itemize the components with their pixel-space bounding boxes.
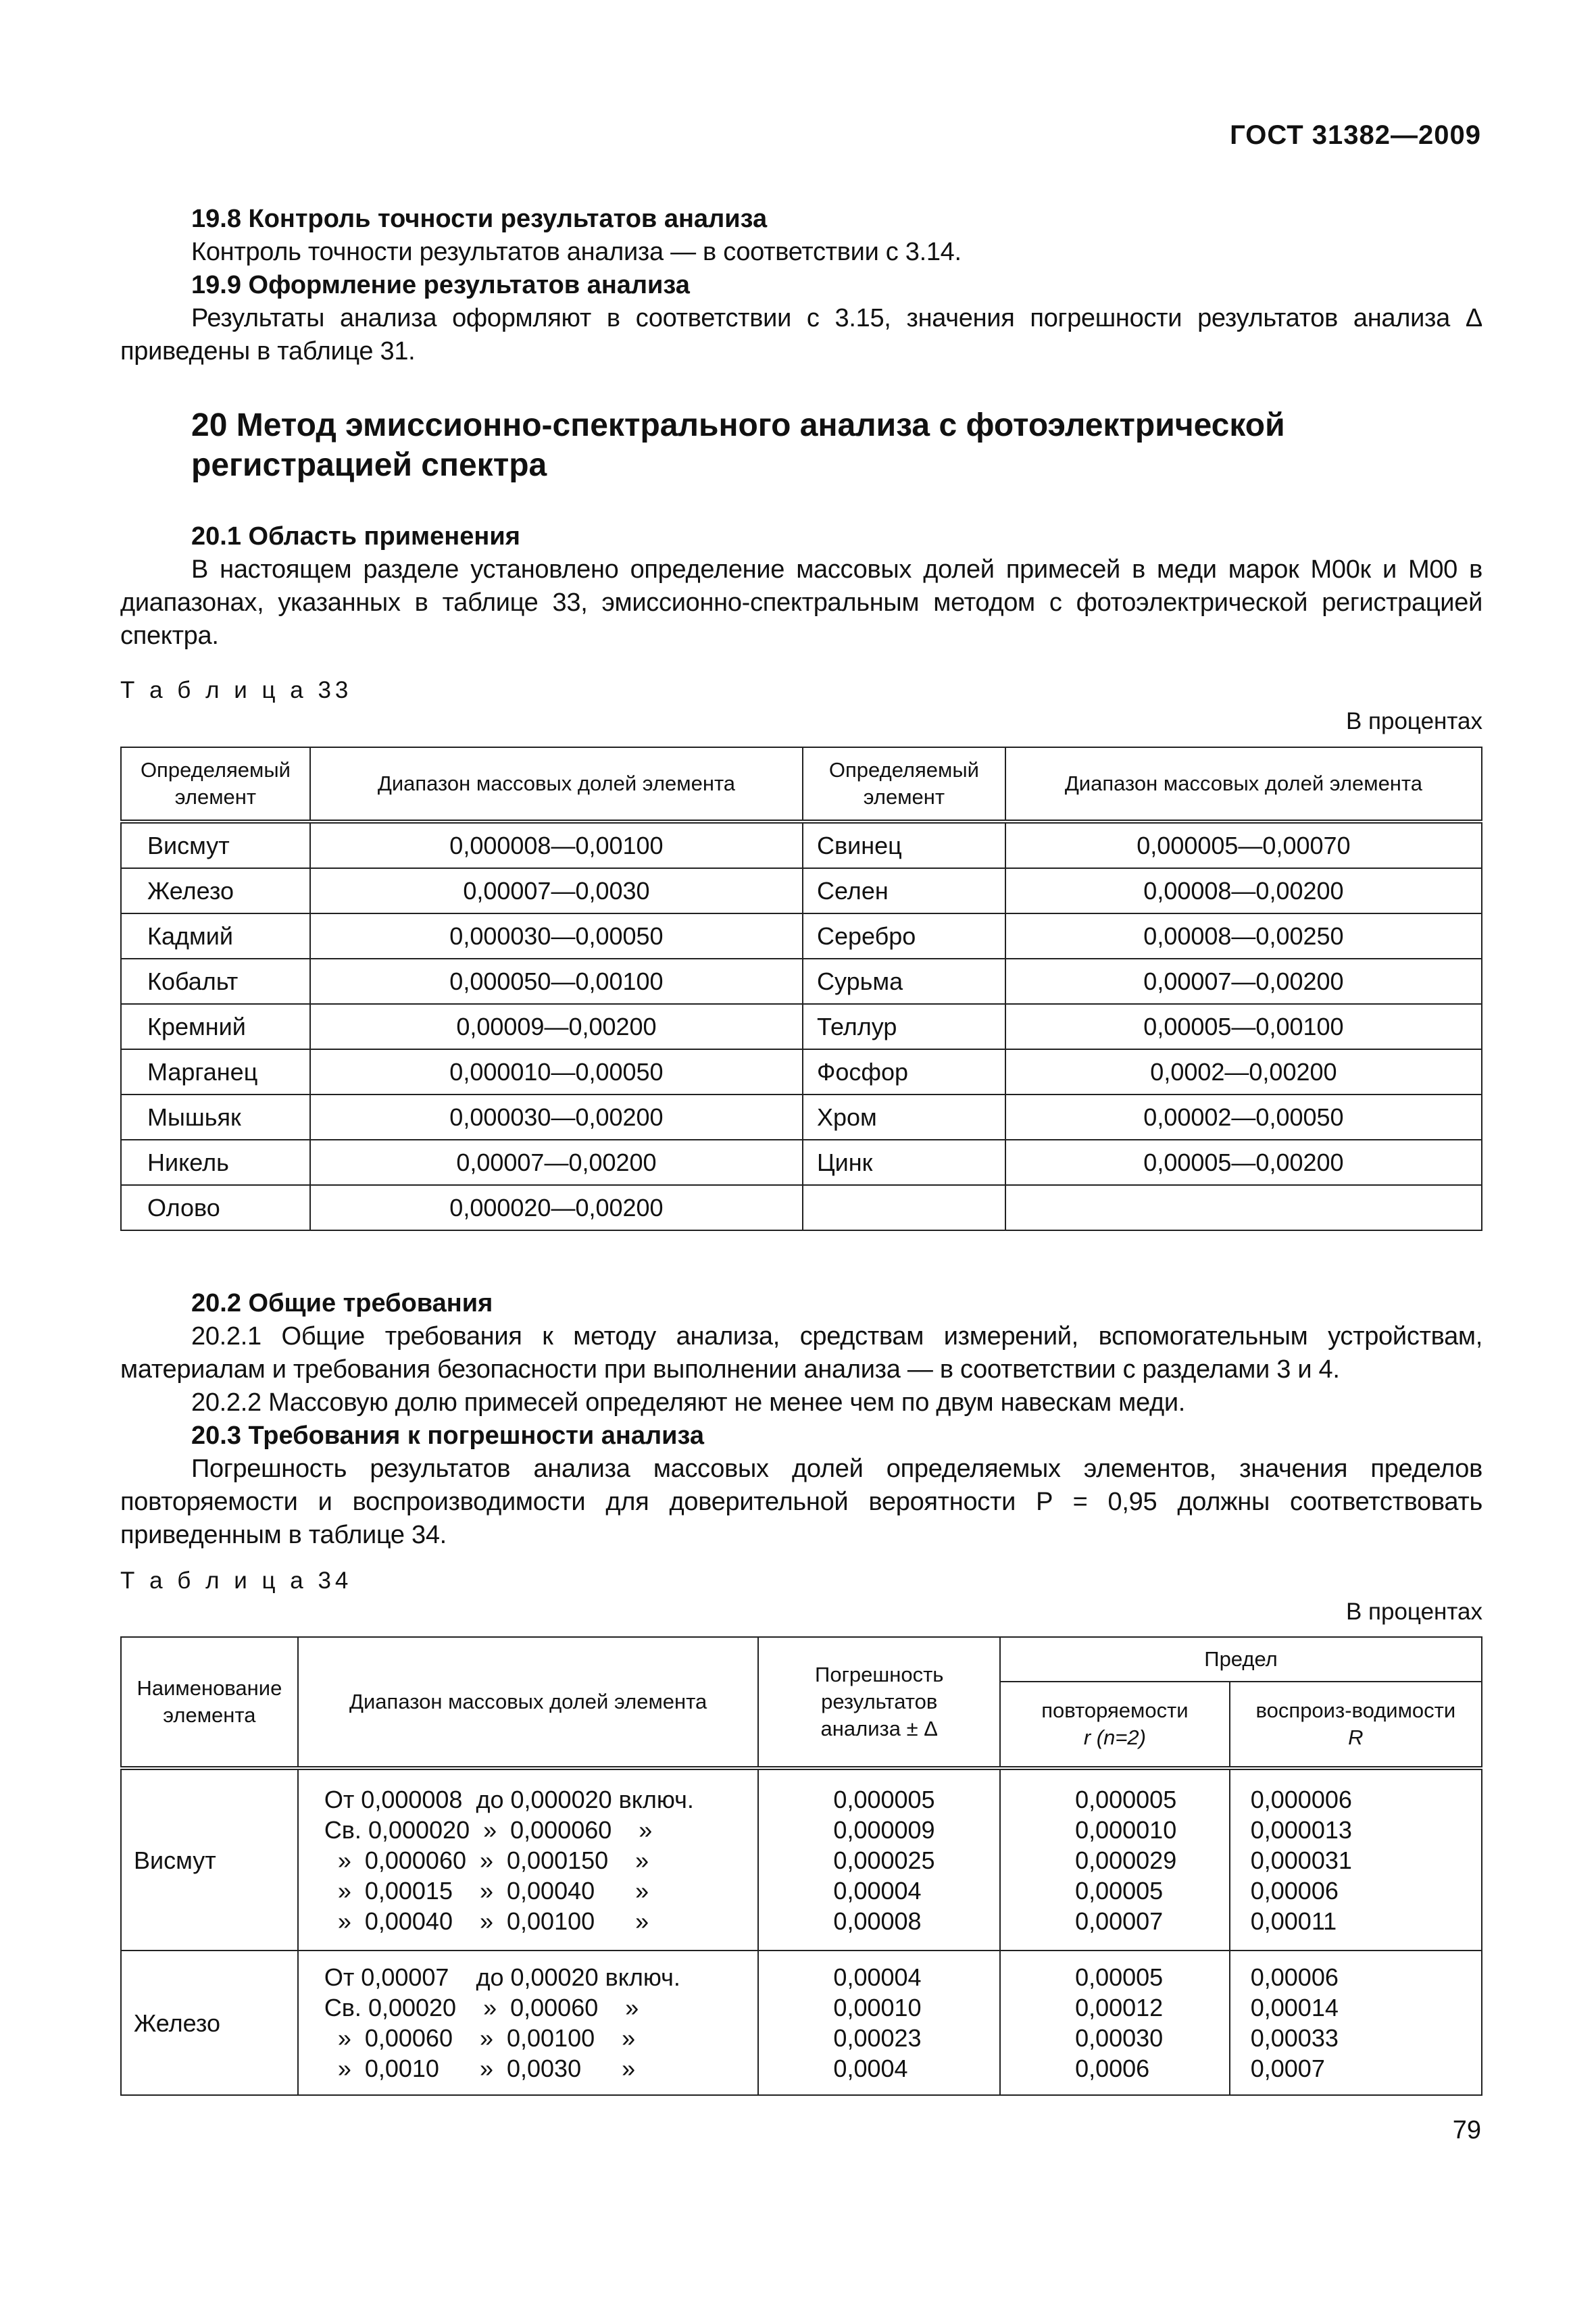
error-values: 0,00004 0,00010 0,00023 0,0004 [758,1951,1000,2095]
element-name: Олово [121,1185,310,1230]
table-33-caption: Т а б л и ц а 33 [120,677,353,703]
section-20-3-title: 20.3 Требования к погрешности анализа [191,1422,704,1450]
section-20-1 [120,520,1482,653]
element-range: 0,000030—0,00200 [310,1095,803,1140]
element-name: Фосфор [803,1049,1005,1095]
head-error: Погрешность результатов анализа ± Δ [758,1637,1000,1768]
table-row [121,1951,1482,2095]
section-20-1-title: 20.1 Область применения [191,522,520,551]
table-34-header-row [121,1637,1482,1682]
element-range: 0,00008—0,00200 [1005,868,1482,913]
element-name: Никель [121,1140,310,1185]
table-row [121,1140,1482,1185]
element-range: 0,00005—0,00200 [1005,1140,1482,1185]
element-range: 0,00008—0,00250 [1005,913,1482,959]
section-20-1-text: В настоящем разделе установлено определение массовых долей примесей в меди марок М00к и М00 в диапазонах, указанных в таблице 33, эмиссионно-спектральным методом с фотоэлектрической регистрацией спектра. [120,555,1482,650]
head-reproducibility-sub: R [1348,1726,1364,1749]
page-number: 79 [1452,2116,1481,2144]
section-20-title: 20 Метод эмиссионно-спектрального анализа с фотоэлектрической регистрацией спектра [191,407,1285,483]
element-name: Мышьяк [121,1095,310,1140]
element-name: Висмут [121,1768,298,1951]
table-34-unit: В процентах [1345,1599,1482,1625]
head-reproducibility [1230,1682,1482,1768]
element-name: Теллур [803,1004,1005,1049]
table-row [121,1004,1482,1049]
section-20-heading-block [120,405,1420,485]
table-row [121,1049,1482,1095]
error-values: 0,000005 0,000009 0,000025 0,00004 0,00008 [758,1768,1000,1951]
element-range: 0,00002—0,00050 [1005,1095,1482,1140]
section-19-9-title: 19.9 Оформление результатов анализа [191,271,690,299]
document-header: ГОСТ 31382—2009 [1230,120,1481,150]
element-range: 0,000030—0,00050 [310,913,803,959]
element-range [1005,1185,1482,1230]
element-name: Железо [121,1951,298,2095]
table-34-caption: Т а б л и ц а 34 [120,1567,353,1594]
element-name: Марганец [121,1049,310,1095]
element-range: 0,000005—0,00070 [1005,822,1482,868]
table-row [121,1768,1482,1951]
element-name: Висмут [121,822,310,868]
table-33-head-cell: Определяемый элемент [803,747,1005,822]
range-list: От 0,00007 до 0,00020 включ. Св. 0,00020 » 0,00060 » » 0,00060 » 0,00100 » » 0,0010 » 0,0030 » [298,1951,759,2095]
head-range: Диапазон массовых долей элемента [298,1637,759,1768]
table-row [121,822,1482,868]
element-name: Кадмий [121,913,310,959]
element-range: 0,00009—0,00200 [310,1004,803,1049]
section-20-2-1-text: 20.2.1 Общие требования к методу анализа, средствам измерений, вспомогательным устройствам, материалам и требования безопасности при выполнении анализа — в соответствии с разделами 3 и 4. [120,1322,1482,1384]
head-repeatability-sub: r (n=2) [1083,1726,1146,1749]
element-range: 0,000008—0,00100 [310,822,803,868]
table-33-unit: В процентах [1345,708,1482,734]
table-34 [120,1636,1482,2096]
head-repeatability-label: повторяемости [1041,1699,1189,1722]
table-row [121,1095,1482,1140]
table-33-head-cell: Диапазон массовых долей элемента [1005,747,1482,822]
head-element-name: Наименование элемента [121,1637,298,1768]
element-range: 0,00007—0,00200 [310,1140,803,1185]
element-name: Железо [121,868,310,913]
element-name: Кобальт [121,959,310,1004]
element-name: Свинец [803,822,1005,868]
element-range: 0,000020—0,00200 [310,1185,803,1230]
head-repeatability [1000,1682,1230,1768]
element-name: Селен [803,868,1005,913]
element-name: Цинк [803,1140,1005,1185]
element-name [803,1185,1005,1230]
element-name: Хром [803,1095,1005,1140]
table-33-header-row [121,747,1482,822]
section-20-2-20-3 [120,1287,1482,1552]
element-range: 0,000050—0,00100 [310,959,803,1004]
reproducibility-values: 0,00006 0,00014 0,00033 0,0007 [1230,1951,1482,2095]
table-row [121,868,1482,913]
element-range: 0,00007—0,00200 [1005,959,1482,1004]
range-list: От 0,000008 до 0,000020 включ. Св. 0,000020 » 0,000060 » » 0,000060 » 0,000150 » » 0,00015 » 0,00040 » » 0,00040 » 0,00100 » [298,1768,759,1951]
table-row [121,913,1482,959]
table-33-head-cell: Диапазон массовых долей элемента [310,747,803,822]
section-20-2-title: 20.2 Общие требования [191,1289,493,1317]
element-range: 0,0002—0,00200 [1005,1049,1482,1095]
element-name: Серебро [803,913,1005,959]
section-19-9-text: Результаты анализа оформляют в соответствии с 3.15, значения погрешности результатов анализа Δ приведены в таблице 31. [120,304,1482,366]
section-19-8-text: Контроль точности результатов анализа — в соответствии с 3.14. [191,238,962,266]
section-19-8-title: 19.8 Контроль точности результатов анализа [191,205,768,233]
element-range: 0,00007—0,0030 [310,868,803,913]
element-range: 0,000010—0,00050 [310,1049,803,1095]
element-name: Сурьма [803,959,1005,1004]
section-20-2-2-text: 20.2.2 Массовую долю примесей определяют не менее чем по двум навескам меди. [191,1388,1186,1417]
table-33 [120,747,1482,1231]
section-20-3-text: Погрешность результатов анализа массовых долей определяемых элементов, значения пределов повторяемости и воспроизводимости для доверительной вероятности P = 0,95 должны соответствовать приведенным в таблице 34. [120,1455,1482,1549]
element-range: 0,00005—0,00100 [1005,1004,1482,1049]
repeatability-values: 0,000005 0,000010 0,000029 0,00005 0,00007 [1000,1768,1230,1951]
table-33-head-cell: Определяемый элемент [121,747,310,822]
repeatability-values: 0,00005 0,00012 0,00030 0,0006 [1000,1951,1230,2095]
head-reproducibility-label: воспроиз-водимости [1255,1699,1456,1722]
head-limit: Предел [1000,1637,1482,1682]
table-row [121,959,1482,1004]
element-name: Кремний [121,1004,310,1049]
section-19-8-19-9 [120,203,1482,368]
reproducibility-values: 0,000006 0,000013 0,000031 0,00006 0,00011 [1230,1768,1482,1951]
table-row [121,1185,1482,1230]
